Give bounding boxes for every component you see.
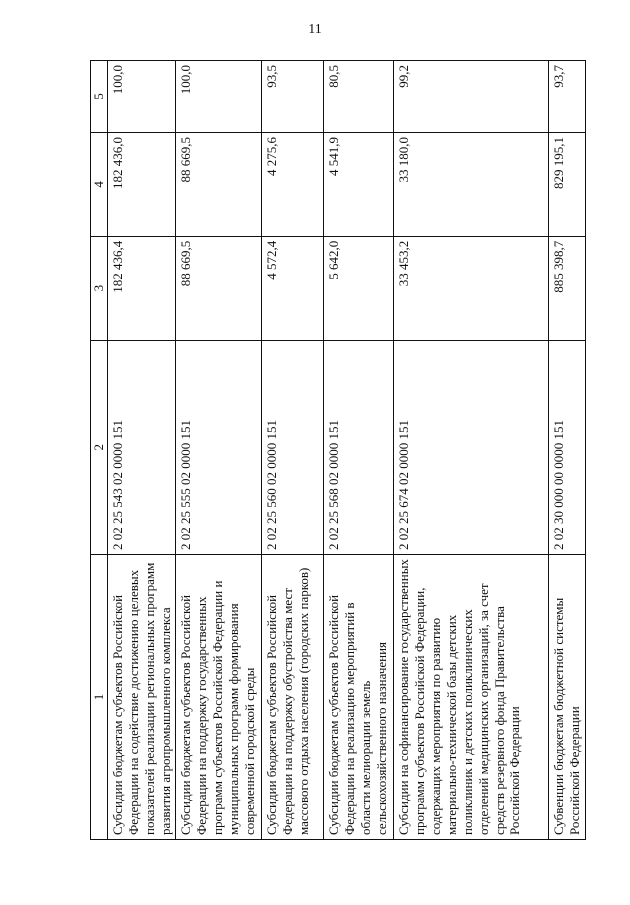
- row-col3: 33 453,2: [394, 236, 549, 340]
- column-header: 1: [91, 554, 108, 839]
- column-header: 3: [91, 236, 108, 340]
- column-header: 5: [91, 61, 108, 133]
- table-row: [394, 61, 549, 840]
- row-col5: 100,0: [176, 61, 262, 133]
- row-col3: 182 436,4: [108, 236, 176, 340]
- row-col5: 93,5: [262, 61, 324, 133]
- row-name: Субсидии бюджетам субъектов Российской Федерации на содействие достижению целевых показателей реализации региональных программ развития агропромышленного комплекса: [108, 554, 176, 839]
- row-name: Субвенции бюджетам бюджетной системы Российской Федерации: [549, 554, 586, 839]
- table-row: [262, 61, 324, 840]
- row-code: 2 02 25 674 02 0000 151: [394, 340, 549, 554]
- rotated-table-container: [90, 60, 583, 840]
- table-row: [324, 61, 394, 840]
- table-row: [549, 61, 586, 840]
- row-code: 2 02 25 543 02 0000 151: [108, 340, 176, 554]
- row-col5: 80,5: [324, 61, 394, 133]
- row-col3: 4 572,4: [262, 236, 324, 340]
- table-row: [176, 61, 262, 840]
- row-code: 2 02 30 000 00 0000 151: [549, 340, 586, 554]
- row-code: 2 02 25 560 02 0000 151: [262, 340, 324, 554]
- row-name: Субсидии бюджетам субъектов Российской Федерации на поддержку обустройства мест массового отдыха населения (городских парков): [262, 554, 324, 839]
- row-name: Субсидии на софинансирование государственных программ субъектов Российской Федерации, содержащих мероприятия по развитию материально-технической базы детских поликлиник и детских поликлинических отделений медицинских организаций, за счет средств резервного фонда Правительства Российской Федерации: [394, 554, 549, 839]
- budget-table: [90, 60, 586, 840]
- row-col3: 885 398,7: [549, 236, 586, 340]
- row-code: 2 02 25 555 02 0000 151: [176, 340, 262, 554]
- row-col4: 182 436,0: [108, 132, 176, 236]
- row-col5: 93,7: [549, 61, 586, 133]
- row-col4: 4 541,9: [324, 132, 394, 236]
- row-col5: 99,2: [394, 61, 549, 133]
- row-col3: 5 642,0: [324, 236, 394, 340]
- page-number: 11: [308, 22, 322, 37]
- row-code: 2 02 25 568 02 0000 151: [324, 340, 394, 554]
- table-row: [108, 61, 176, 840]
- row-col4: 88 669,5: [176, 132, 262, 236]
- row-col4: 829 195,1: [549, 132, 586, 236]
- row-col3: 88 669,5: [176, 236, 262, 340]
- row-name: Субсидии бюджетам субъектов Российской Федерации на реализацию мероприятий в области мелиорации земель сельскохозяйственного назначения: [324, 554, 394, 839]
- row-col4: 33 180,0: [394, 132, 549, 236]
- column-header: 4: [91, 132, 108, 236]
- row-col4: 4 275,6: [262, 132, 324, 236]
- row-name: Субсидии бюджетам субъектов Российской Федерации на поддержку государственных программ субъектов Российской Федерации и муниципальных программ формирования современной городской среды: [176, 554, 262, 839]
- table-header-row: [91, 61, 108, 840]
- column-header: 2: [91, 340, 108, 554]
- row-col5: 100,0: [108, 61, 176, 133]
